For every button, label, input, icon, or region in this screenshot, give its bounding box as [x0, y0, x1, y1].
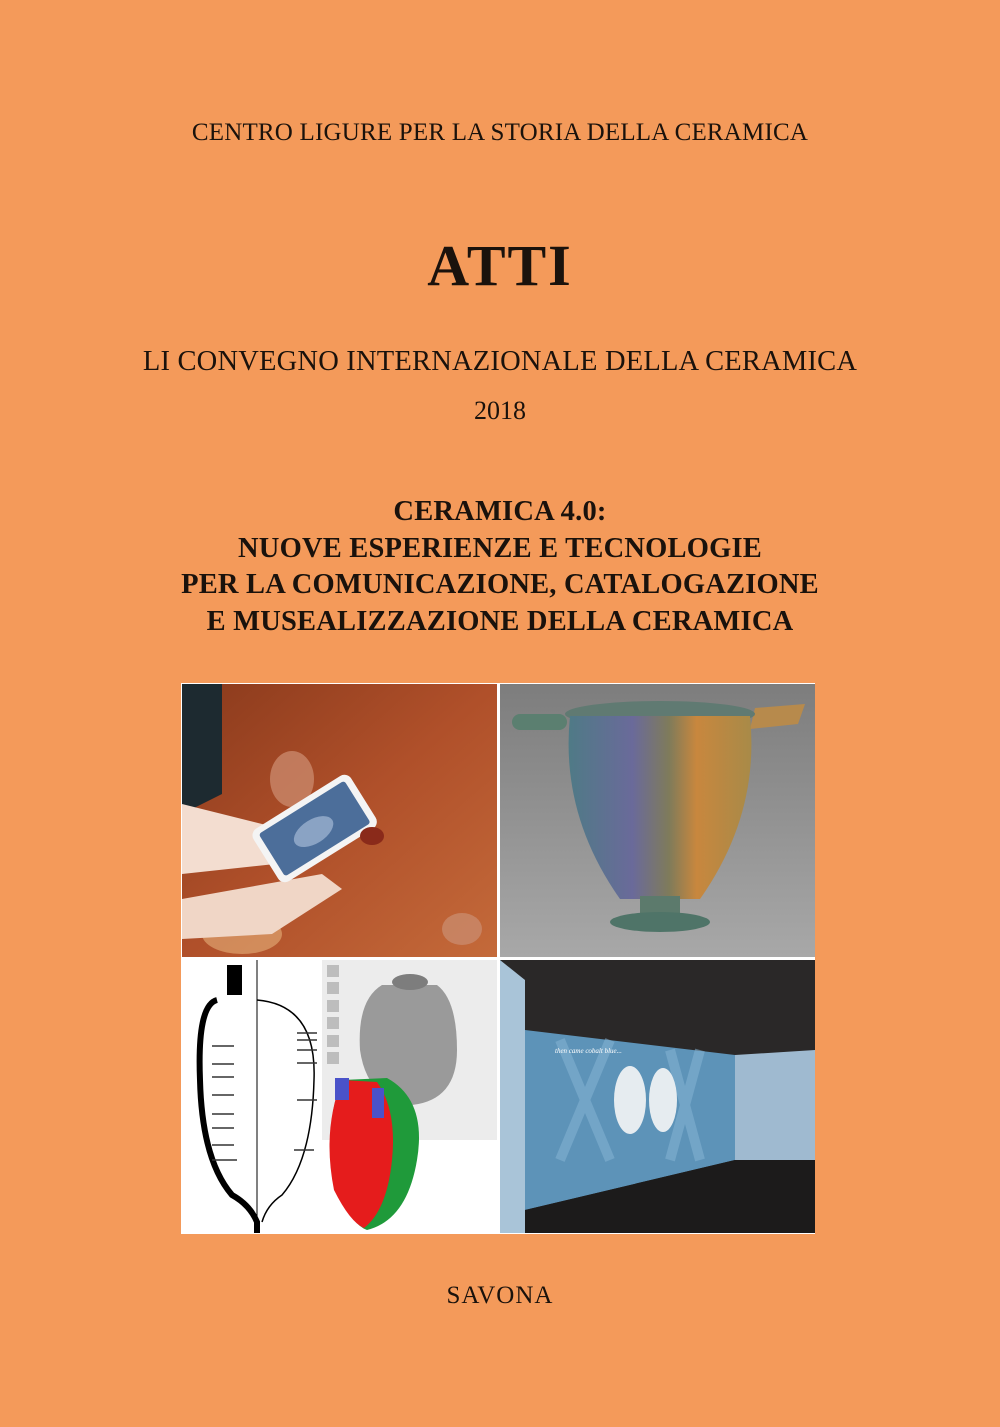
series-title: ATTI — [427, 233, 573, 298]
subtitle-line: CERAMICA 4.0: — [393, 496, 607, 527]
conference-year: 2018 — [474, 396, 526, 425]
subtitle-line: E MUSEALIZZAZIONE DELLA CERAMICA — [206, 605, 794, 637]
projection-caption: then came cobalt blue... — [555, 1047, 622, 1055]
publication-place: SAVONA — [446, 1282, 554, 1309]
excavation-photo — [182, 684, 497, 957]
subtitle-line: PER LA COMUNICAZIONE, CATALOGAZIONE — [181, 569, 819, 600]
publisher-name: CENTRO LIGURE PER LA STORIA DELLA CERAMICA — [191, 119, 809, 146]
volume-subtitle — [0, 494, 1000, 640]
conference-name: LI CONVEGNO INTERNAZIONALE DELLA CERAMICA — [142, 346, 858, 377]
3d-scan-vase-image — [500, 684, 815, 957]
subtitle-line: NUOVE ESPERIENZE E TECNOLOGIE — [238, 532, 762, 564]
museum-projection-image — [500, 960, 815, 1233]
image-grid — [181, 683, 815, 1234]
amphora-drawing-image — [182, 960, 497, 1233]
